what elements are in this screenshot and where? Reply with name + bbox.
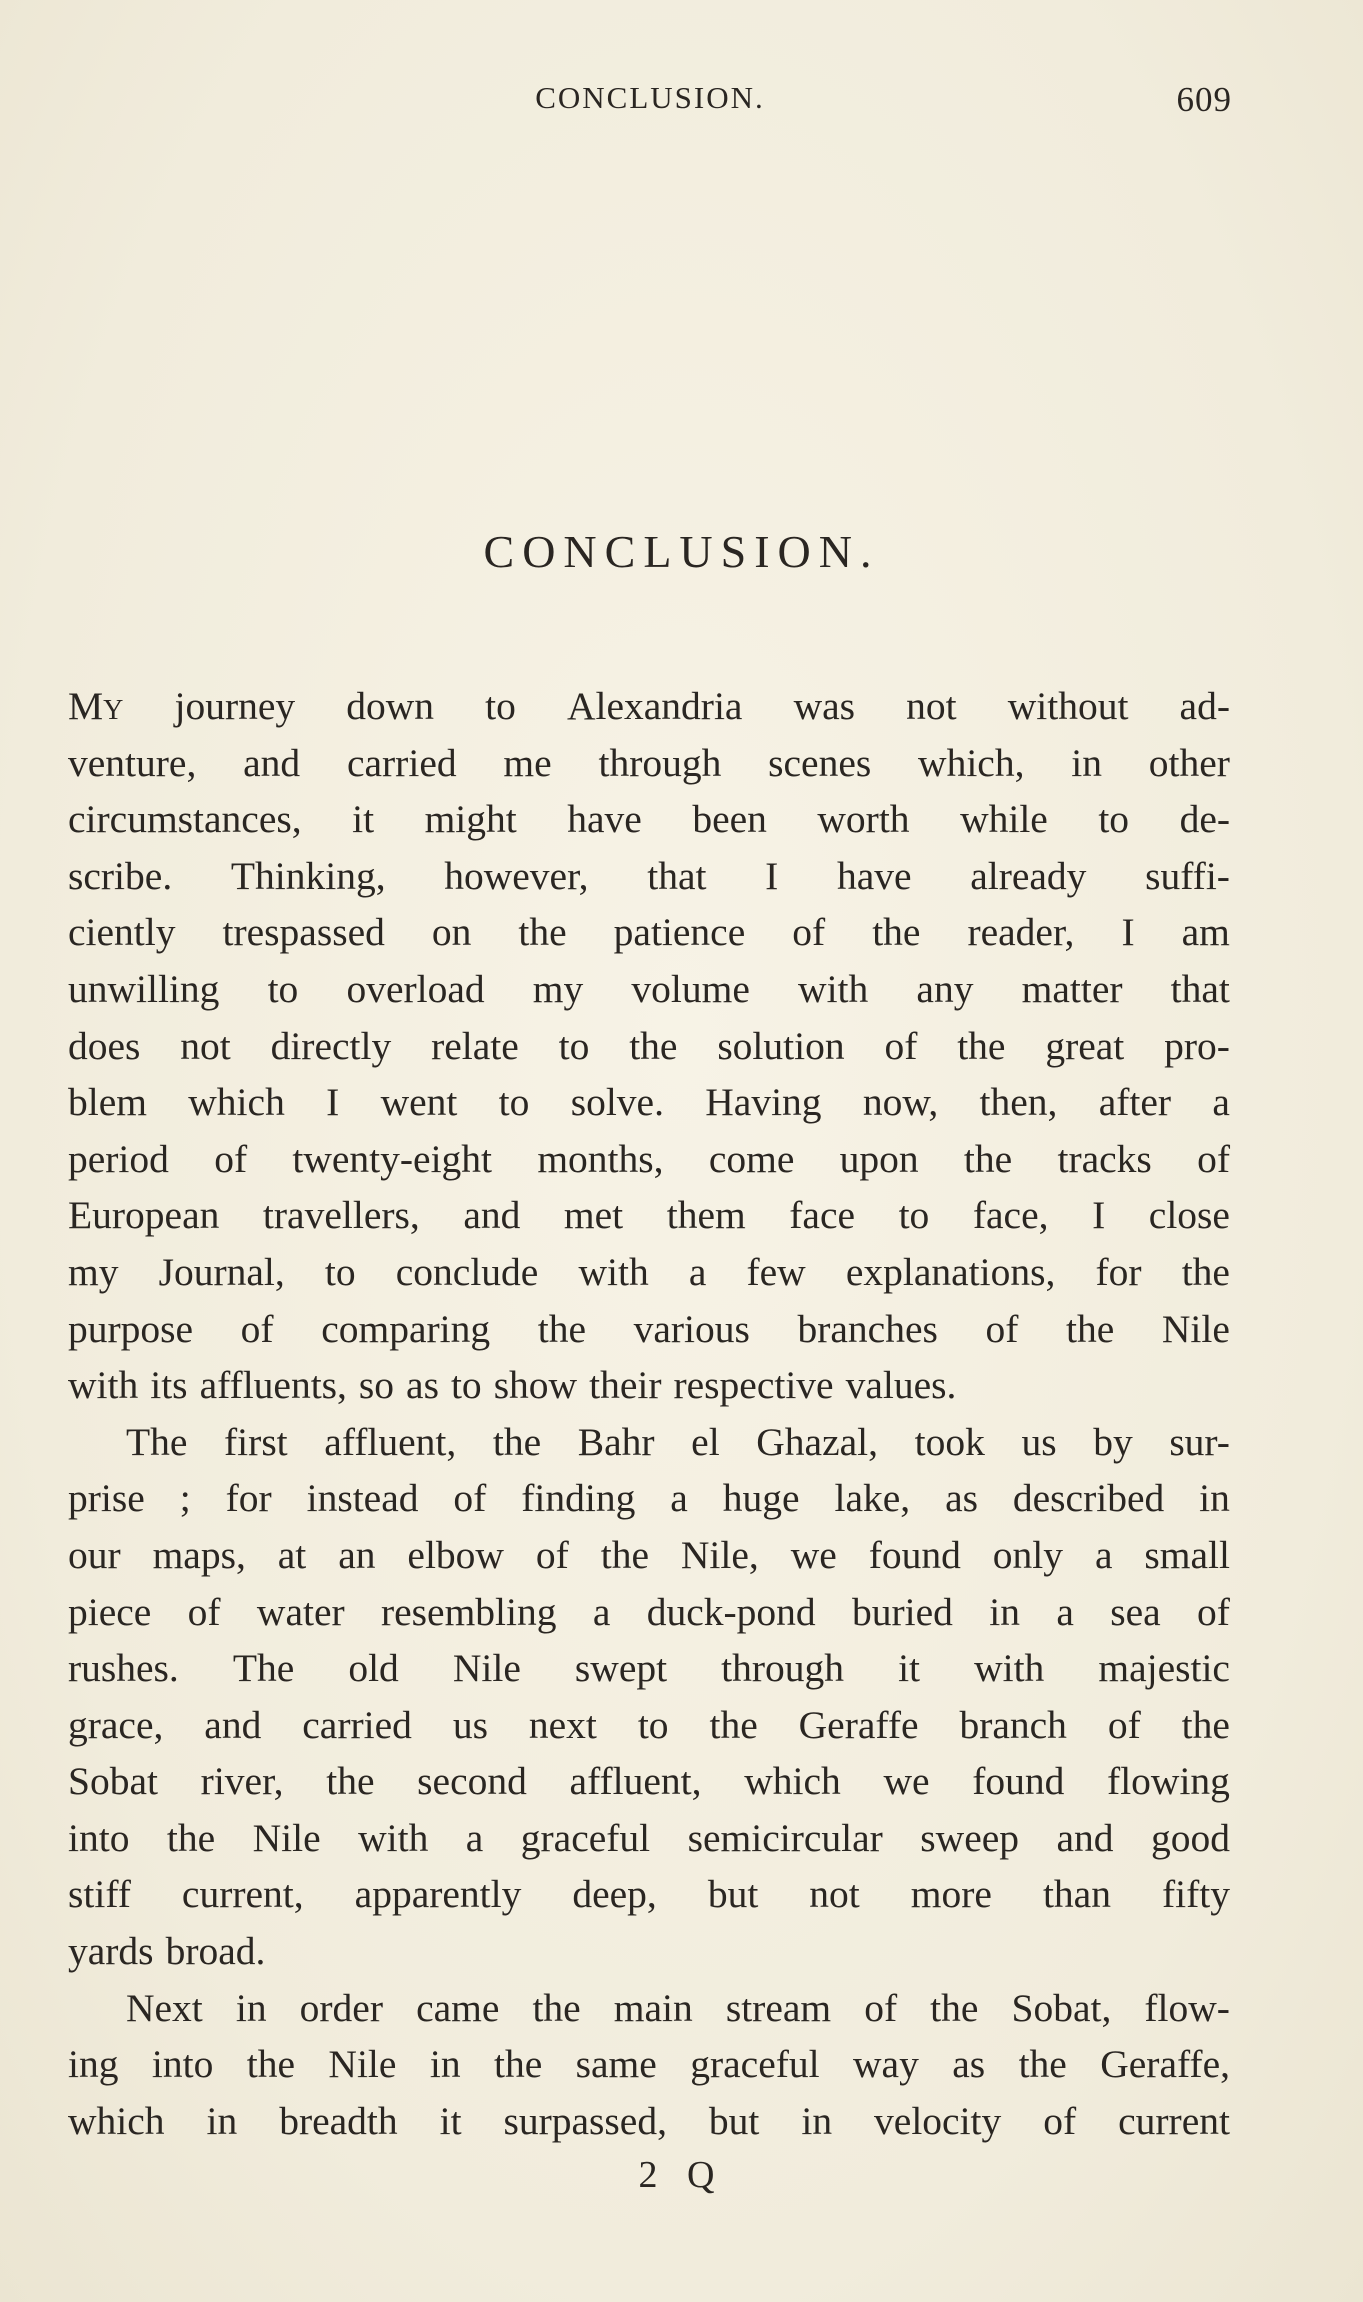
word: our	[68, 1532, 121, 1577]
word: the	[326, 1759, 375, 1804]
word: current	[1118, 2098, 1230, 2143]
word: volume	[631, 966, 750, 1011]
word: went	[380, 1080, 458, 1125]
word: than	[1042, 1872, 1111, 1917]
word: pro-	[1164, 1023, 1230, 1068]
word: scenes	[768, 740, 872, 785]
word: my	[532, 966, 584, 1011]
word: breadth	[279, 2098, 398, 2143]
word: as	[945, 1476, 978, 1521]
word: Nile	[328, 2042, 397, 2087]
word: found	[868, 1532, 961, 1577]
word: tracks	[1057, 1136, 1152, 1181]
word: swept	[574, 1646, 668, 1691]
word: duck-pond	[646, 1589, 816, 1634]
word: more	[910, 1872, 992, 1917]
text-line	[68, 904, 1230, 961]
word: not	[180, 1023, 231, 1068]
word: old	[348, 1646, 399, 1691]
word: ;	[179, 1476, 191, 1521]
word: face	[789, 1193, 856, 1238]
word: matter	[1021, 966, 1123, 1011]
word: the	[537, 1306, 586, 1351]
word: to	[637, 1702, 669, 1747]
word: carried	[346, 740, 457, 785]
word: second	[417, 1759, 527, 1804]
word: huge	[722, 1476, 800, 1521]
word: the	[1066, 1306, 1115, 1351]
word: Geraffe,	[1100, 2042, 1230, 2087]
word: and	[1056, 1815, 1114, 1860]
word: other	[1148, 740, 1230, 785]
word: I	[326, 1080, 340, 1125]
word: it	[439, 2098, 462, 2143]
word: suffi-	[1145, 853, 1230, 898]
word: the	[709, 1702, 758, 1747]
running-title: CONCLUSION.	[535, 80, 765, 115]
text-line	[68, 1357, 1230, 1414]
word: resembling	[380, 1589, 557, 1634]
word: of	[453, 1476, 487, 1521]
word: in	[429, 2042, 461, 2087]
word: order	[299, 1985, 383, 2030]
word: branches	[797, 1306, 938, 1351]
page-number: 609	[1176, 80, 1232, 119]
word: us	[452, 1702, 488, 1747]
word: main	[613, 1985, 693, 2030]
word: and	[463, 1193, 521, 1238]
word: solve.	[570, 1080, 664, 1125]
word: us	[1021, 1419, 1057, 1464]
word: was	[793, 684, 856, 728]
word: their	[589, 1363, 662, 1408]
word: of	[214, 1136, 248, 1181]
word: piece	[68, 1589, 152, 1634]
word: in	[1071, 740, 1102, 785]
word: on	[431, 910, 472, 955]
text-line	[68, 1074, 1230, 1131]
word: for	[1095, 1249, 1142, 1294]
word: a	[670, 1476, 688, 1521]
word: an	[338, 1532, 376, 1577]
word: of	[240, 1306, 274, 1351]
word: blem	[68, 1080, 147, 1125]
word: with	[974, 1646, 1045, 1691]
word: branch	[959, 1702, 1067, 1747]
word: the	[629, 1023, 678, 1068]
word: reader,	[967, 910, 1075, 955]
word: a	[1094, 1532, 1113, 1577]
word: met	[563, 1193, 624, 1238]
word: which	[68, 2098, 165, 2143]
word: however,	[444, 853, 589, 898]
word: does	[68, 1023, 141, 1068]
word: elbow	[407, 1532, 504, 1577]
word: face,	[972, 1193, 1049, 1238]
word: finding	[521, 1476, 636, 1521]
word: of	[985, 1306, 1019, 1351]
word: solution	[717, 1023, 845, 1068]
word: great	[1045, 1023, 1125, 1068]
word: not	[906, 684, 957, 728]
word: My	[68, 684, 124, 728]
word: I	[765, 853, 779, 898]
word: of	[1043, 2098, 1077, 2143]
word: fifty	[1161, 1872, 1230, 1917]
word: a	[1056, 1589, 1074, 1634]
word: affluent,	[569, 1759, 702, 1804]
word: values.	[845, 1363, 957, 1408]
text-line	[68, 1414, 1230, 1471]
word: Nile	[452, 1646, 521, 1691]
word: a	[592, 1589, 611, 1634]
word: close	[1148, 1193, 1230, 1238]
word: instead	[306, 1476, 419, 1521]
word: the	[1181, 1702, 1230, 1747]
text-line	[68, 1697, 1230, 1754]
word: velocity	[874, 2098, 1002, 2143]
word: of	[1197, 1136, 1230, 1181]
word: broad.	[165, 1929, 266, 1974]
word: Alexandria	[566, 684, 743, 728]
word: Geraffe	[798, 1702, 919, 1747]
word: various	[633, 1306, 750, 1351]
word: few	[746, 1249, 806, 1294]
word: we	[790, 1532, 837, 1577]
word: unwilling	[68, 966, 220, 1011]
word: grace,	[68, 1702, 164, 1747]
word: Sobat,	[1011, 1985, 1112, 2030]
word: the	[957, 1023, 1006, 1068]
word: as	[406, 1363, 439, 1408]
text-line	[68, 1810, 1230, 1867]
word: the	[246, 2042, 296, 2087]
word: the	[493, 2042, 543, 2087]
word: respective	[673, 1363, 834, 1408]
word: down	[346, 684, 435, 728]
text-line	[68, 791, 1230, 848]
word: ciently	[68, 910, 176, 955]
word: into	[68, 1815, 130, 1860]
word: same	[575, 2042, 657, 2087]
word: European	[68, 1193, 220, 1238]
word: by	[1093, 1419, 1133, 1464]
word: stiff	[68, 1872, 131, 1917]
word: conclude	[395, 1249, 539, 1294]
word: of	[884, 1023, 918, 1068]
word: of	[535, 1532, 569, 1577]
text-line	[68, 1018, 1230, 1075]
word: to	[267, 966, 299, 1011]
word: rushes.	[68, 1646, 179, 1691]
word: them	[666, 1193, 746, 1238]
word: to	[498, 1080, 530, 1125]
word: show	[493, 1363, 578, 1408]
word: am	[1181, 910, 1230, 955]
word: so	[358, 1363, 395, 1408]
word: Thinking,	[230, 853, 386, 898]
word: the	[872, 910, 921, 955]
word: good	[1150, 1815, 1230, 1860]
word: as	[952, 2042, 986, 2087]
word: deep,	[572, 1872, 657, 1917]
word: its	[150, 1363, 188, 1408]
text-line	[68, 1753, 1230, 1810]
text-line	[68, 1866, 1230, 1923]
word: then,	[979, 1080, 1058, 1125]
word: patience	[613, 910, 746, 955]
word: without	[1007, 684, 1129, 728]
word: Nile	[252, 1815, 321, 1860]
word: only	[992, 1532, 1064, 1577]
word: circumstances,	[68, 797, 302, 842]
word: of	[187, 1589, 221, 1634]
word: buried	[852, 1589, 953, 1634]
word: flow-	[1144, 1985, 1230, 2030]
word: purpose	[68, 1306, 194, 1351]
word: have	[836, 853, 912, 898]
word: the	[532, 1985, 581, 2030]
word: with	[68, 1363, 139, 1408]
text-line	[68, 1923, 1230, 1980]
word: I	[1092, 1193, 1106, 1238]
word: already	[970, 853, 1087, 898]
word: surpassed,	[503, 2098, 667, 2143]
word: The	[126, 1419, 188, 1464]
word: sea	[1110, 1589, 1161, 1634]
word: to	[1098, 797, 1130, 842]
word: to	[450, 1363, 482, 1408]
word: and	[243, 740, 301, 785]
word: the	[518, 910, 567, 955]
word: a	[1212, 1080, 1230, 1125]
word: carried	[302, 1702, 412, 1747]
word: come	[708, 1136, 795, 1181]
word: found	[972, 1759, 1065, 1804]
word: after	[1098, 1080, 1172, 1125]
word: sweep	[920, 1815, 1020, 1860]
text-line	[68, 1640, 1230, 1697]
word: graceful	[520, 1815, 651, 1860]
word: of	[864, 1985, 898, 2030]
word: with	[358, 1815, 429, 1860]
text-line	[68, 735, 1230, 792]
word: the	[1181, 1249, 1230, 1294]
text-line	[68, 848, 1230, 905]
text-line	[68, 1131, 1230, 1188]
text-line	[68, 961, 1230, 1018]
word: but	[707, 1872, 759, 1917]
word: Nile,	[680, 1532, 759, 1577]
word: yards	[68, 1929, 154, 1974]
word: river,	[200, 1759, 284, 1804]
word: which	[188, 1080, 285, 1125]
word: of	[1107, 1702, 1141, 1747]
word: next	[528, 1702, 597, 1747]
word: period	[68, 1136, 169, 1181]
word: my	[68, 1249, 119, 1294]
word: journey	[174, 684, 296, 728]
word: ad-	[1179, 684, 1230, 728]
word: might	[424, 797, 517, 842]
word: to	[485, 684, 516, 728]
signature-mark: 2 Q	[638, 2154, 725, 2196]
word: maps,	[152, 1532, 246, 1577]
text-line	[68, 1527, 1230, 1584]
word: through	[721, 1646, 845, 1691]
word: with	[798, 966, 869, 1011]
word: been	[692, 797, 767, 842]
word: which,	[918, 740, 1025, 785]
word: The	[232, 1646, 295, 1691]
word: lake,	[834, 1476, 911, 1521]
word: way	[853, 2042, 919, 2087]
word: small	[1144, 1532, 1230, 1577]
word: worth	[817, 797, 910, 842]
text-line	[68, 1980, 1230, 2037]
word: a	[688, 1249, 707, 1294]
word: while	[960, 797, 1048, 842]
word: affluents,	[199, 1363, 347, 1408]
word: sur-	[1169, 1419, 1230, 1464]
word: that	[1170, 966, 1230, 1011]
word: Sobat	[68, 1759, 158, 1804]
word: relate	[431, 1023, 519, 1068]
word: which	[744, 1759, 841, 1804]
word: twenty-eight	[292, 1136, 493, 1181]
word: in	[989, 1589, 1021, 1634]
word: Ghazal,	[756, 1419, 879, 1464]
word: overload	[346, 966, 485, 1011]
word: months,	[537, 1136, 664, 1181]
word: it	[352, 797, 375, 842]
word: de-	[1179, 797, 1230, 842]
word: prise	[68, 1476, 145, 1521]
word: now,	[862, 1080, 939, 1125]
word: described	[1012, 1476, 1165, 1521]
word: I	[1121, 910, 1135, 955]
chapter-title: CONCLUSION.	[483, 526, 880, 577]
word: a	[465, 1815, 484, 1860]
text-line	[68, 1470, 1230, 1527]
running-head	[70, 80, 1230, 124]
word: have	[567, 797, 642, 842]
word: upon	[839, 1136, 919, 1181]
word: it	[898, 1646, 921, 1691]
word: flowing	[1107, 1759, 1230, 1804]
word: scribe.	[68, 853, 173, 898]
word: took	[914, 1419, 985, 1464]
word: venture,	[68, 740, 197, 785]
text-line	[68, 2036, 1230, 2093]
text-line	[68, 1301, 1230, 1358]
text-line	[68, 2093, 1230, 2150]
word: to	[898, 1193, 930, 1238]
word: semicircular	[687, 1815, 883, 1860]
word: in	[206, 2098, 238, 2143]
word: that	[647, 853, 707, 898]
word: into	[151, 2042, 214, 2087]
word: and	[204, 1702, 262, 1747]
body-text	[68, 678, 1230, 2149]
text-line	[68, 1187, 1230, 1244]
word: travellers,	[262, 1193, 420, 1238]
word: graceful	[690, 2042, 820, 2087]
word: affluent,	[324, 1419, 457, 1464]
word: with	[578, 1249, 649, 1294]
word: the	[600, 1532, 649, 1577]
word: to	[558, 1023, 590, 1068]
word: but	[708, 2098, 760, 2143]
word: Nile	[1161, 1306, 1230, 1351]
word: in	[1199, 1476, 1230, 1521]
text-line	[68, 678, 1230, 735]
word: the	[492, 1419, 542, 1464]
word: the	[1018, 2042, 1067, 2087]
word: current,	[181, 1872, 304, 1917]
word: ing	[68, 2042, 119, 2087]
word: Next	[126, 1985, 203, 2030]
word: the	[963, 1136, 1013, 1181]
word: apparently	[354, 1872, 522, 1917]
word: any	[916, 966, 974, 1011]
word: of	[792, 910, 826, 955]
word: for	[225, 1476, 272, 1521]
word: in	[235, 1985, 267, 2030]
word: comparing	[321, 1306, 491, 1351]
word: at	[277, 1532, 307, 1577]
word: trespassed	[222, 910, 385, 955]
word: we	[883, 1759, 930, 1804]
word: in	[801, 2098, 833, 2143]
word: not	[809, 1872, 860, 1917]
word: Bahr	[577, 1419, 655, 1464]
word: first	[224, 1419, 288, 1464]
word: water	[256, 1589, 345, 1634]
word: directly	[270, 1023, 392, 1068]
word: stream	[725, 1985, 832, 2030]
word: majestic	[1098, 1646, 1230, 1691]
word: me	[503, 740, 552, 785]
word: through	[598, 740, 722, 785]
word: the	[930, 1985, 979, 2030]
word: el	[691, 1419, 720, 1464]
word: came	[416, 1985, 500, 2030]
text-line	[68, 1244, 1230, 1301]
word: explanations,	[845, 1249, 1056, 1294]
text-line	[68, 1584, 1230, 1641]
word: the	[166, 1815, 216, 1860]
word: of	[1197, 1589, 1230, 1634]
word: Journal,	[158, 1249, 285, 1294]
word: Having	[705, 1080, 822, 1125]
word: to	[324, 1249, 356, 1294]
